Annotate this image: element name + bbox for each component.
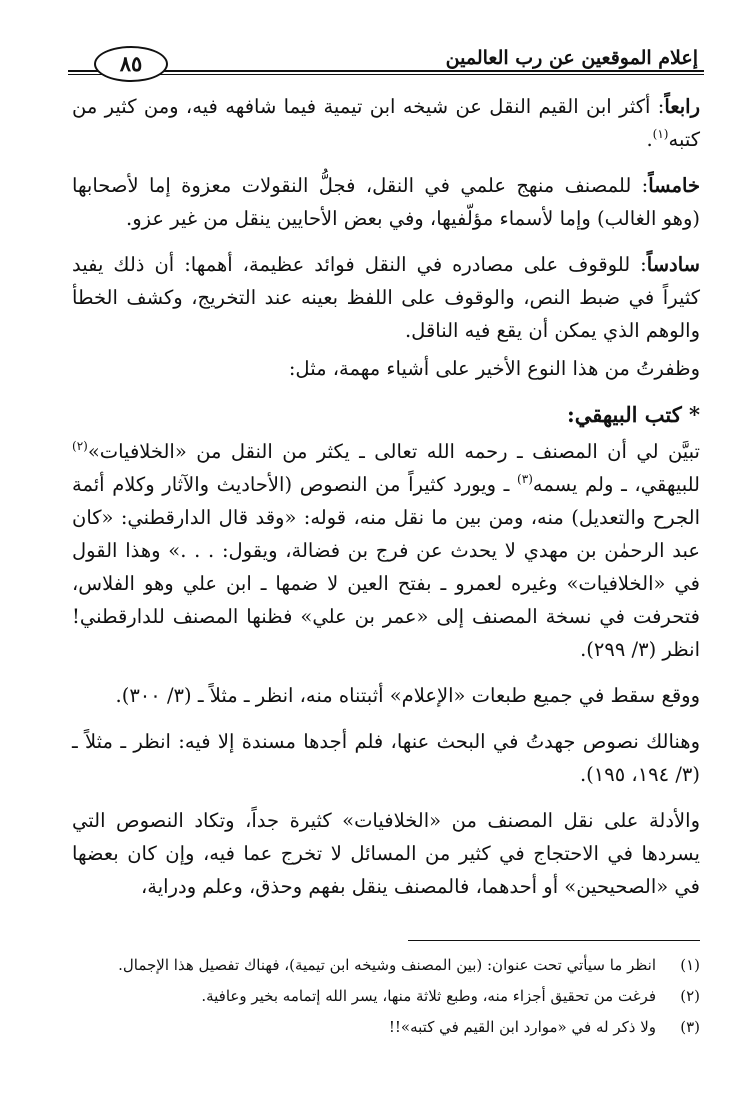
footnote-text: فرغت من تحقيق أجزاء منه، وطبع ثلاثة منها، يسر الله إتمامه بخير وعافية. [201, 987, 656, 1005]
paragraph-text: : أكثر ابن القيم النقل عن شيخه ابن تيمية فيما شافهه فيه، ومن كثير من كتبه [72, 95, 700, 151]
footnote-3 [72, 1014, 700, 1041]
footnote-number: (١) [680, 956, 700, 974]
footnote-ref-3[interactable]: (٣) [517, 472, 533, 486]
paragraph-text: : للمصنف منهج علمي في النقل، فجلُّ النقولات معزوة إما لأصحابها (وهو الغالب) وإما لأسماء مؤلّفيها، وفي بعض الأحايين ينقل من غير عزو. [72, 174, 700, 230]
footnote-text: انظر ما سيأتي تحت عنوان: (بين المصنف وشيخه ابن تيمية)، فهناك تفصيل هذا الإجمال. [118, 956, 656, 974]
running-title: إعلام الموقعين عن رب العالمين [445, 47, 698, 69]
footnote-ref-2[interactable]: (٢) [72, 439, 88, 453]
page-number: ٨٥ [94, 46, 168, 82]
header-rule-thin [68, 74, 704, 75]
paragraph-lead: رابعاً [664, 95, 700, 118]
paragraph-text: تبيَّن لي أن المصنف ـ رحمه الله تعالى ـ يكثر من النقل من «الخلافيات» [87, 440, 700, 463]
paragraph-fourth [72, 90, 700, 156]
paragraph-end: . [646, 128, 653, 151]
footnote-rule [408, 940, 700, 941]
paragraph-lead: سادساً [646, 253, 700, 276]
paragraph-text: : للوقوف على مصادره في النقل فوائد عظيمة، أهمها: أن ذلك يفيد كثيراً في ضبط النص، والوقوف على اللفظ بعينه عند التخريج، وكشف الخطأ والوهم الذي يمكن أن يقع فيه الناقل. [72, 253, 700, 342]
body-text [72, 90, 700, 916]
paragraph-unsourced-texts: وهنالك نصوص جهدتُ في البحث عنها، فلم أجدها مسندة إلا فيه: انظر ـ مثلاً ـ (٣/ ١٩٤، ١٩٥). [72, 730, 700, 786]
paragraph-omission: ووقع سقط في جميع طبعات «الإعلام» أثبتناه منه، انظر ـ مثلاً ـ (٣/ ٣٠٠). [115, 684, 700, 707]
footnote-number: (٢) [680, 987, 700, 1005]
paragraph-lead: خامساً [648, 174, 700, 197]
footnote-ref-1[interactable]: (١) [652, 127, 669, 141]
footnote-2 [72, 983, 700, 1010]
paragraph-evidence: والأدلة على نقل المصنف من «الخلافيات» كثيرة جداً، وتكاد النصوص التي يسردها في الاحتجاج في كثير من المسائل لا تخرج عما فيه، وإن كان بعضها في «الصحيحين» أو أحدهما، فالمصنف ينقل بفهم وحذق، وعلم ودراية، [72, 809, 700, 898]
footnote-1 [72, 952, 700, 979]
paragraph-intro-examples: وظفرتُ من هذا النوع الأخير على أشياء مهمة، مثل: [288, 357, 700, 380]
section-heading: * كتب البيهقي: [566, 402, 700, 427]
footnote-number: (٣) [680, 1018, 700, 1036]
paragraph-text: للبيهقي، ـ ولم يسمه [532, 473, 700, 496]
footnote-text: ولا ذكر له في «موارد ابن القيم في كتبه»!! [388, 1018, 656, 1036]
footnotes [72, 952, 700, 1045]
paragraph-sixth [72, 248, 700, 347]
paragraph-bayhaqi [72, 435, 700, 666]
paragraph-text: ـ ويورد كثيراً من النصوص (الأحاديث والآثار وكلام أئمة الجرح والتعديل) منه، ومن بين ما نقل منه، قوله: «وقد قال الدارقطني: «كان عبد الرحمٰن بن مهدي لا يحدث عن فرج بن فضالة، ويقول: . . .» وهذا القول في «الخلافيات» وغيره لعمرو ـ بفتح العين لا ضمها ـ ابن علي وهو الفلاس، فتحرفت في نسخة المصنف إلى «عمر بن علي» فظنها المصنف للدارقطني! انظر (٣/ ٢٩٩). [72, 473, 700, 661]
paragraph-fifth [72, 169, 700, 235]
